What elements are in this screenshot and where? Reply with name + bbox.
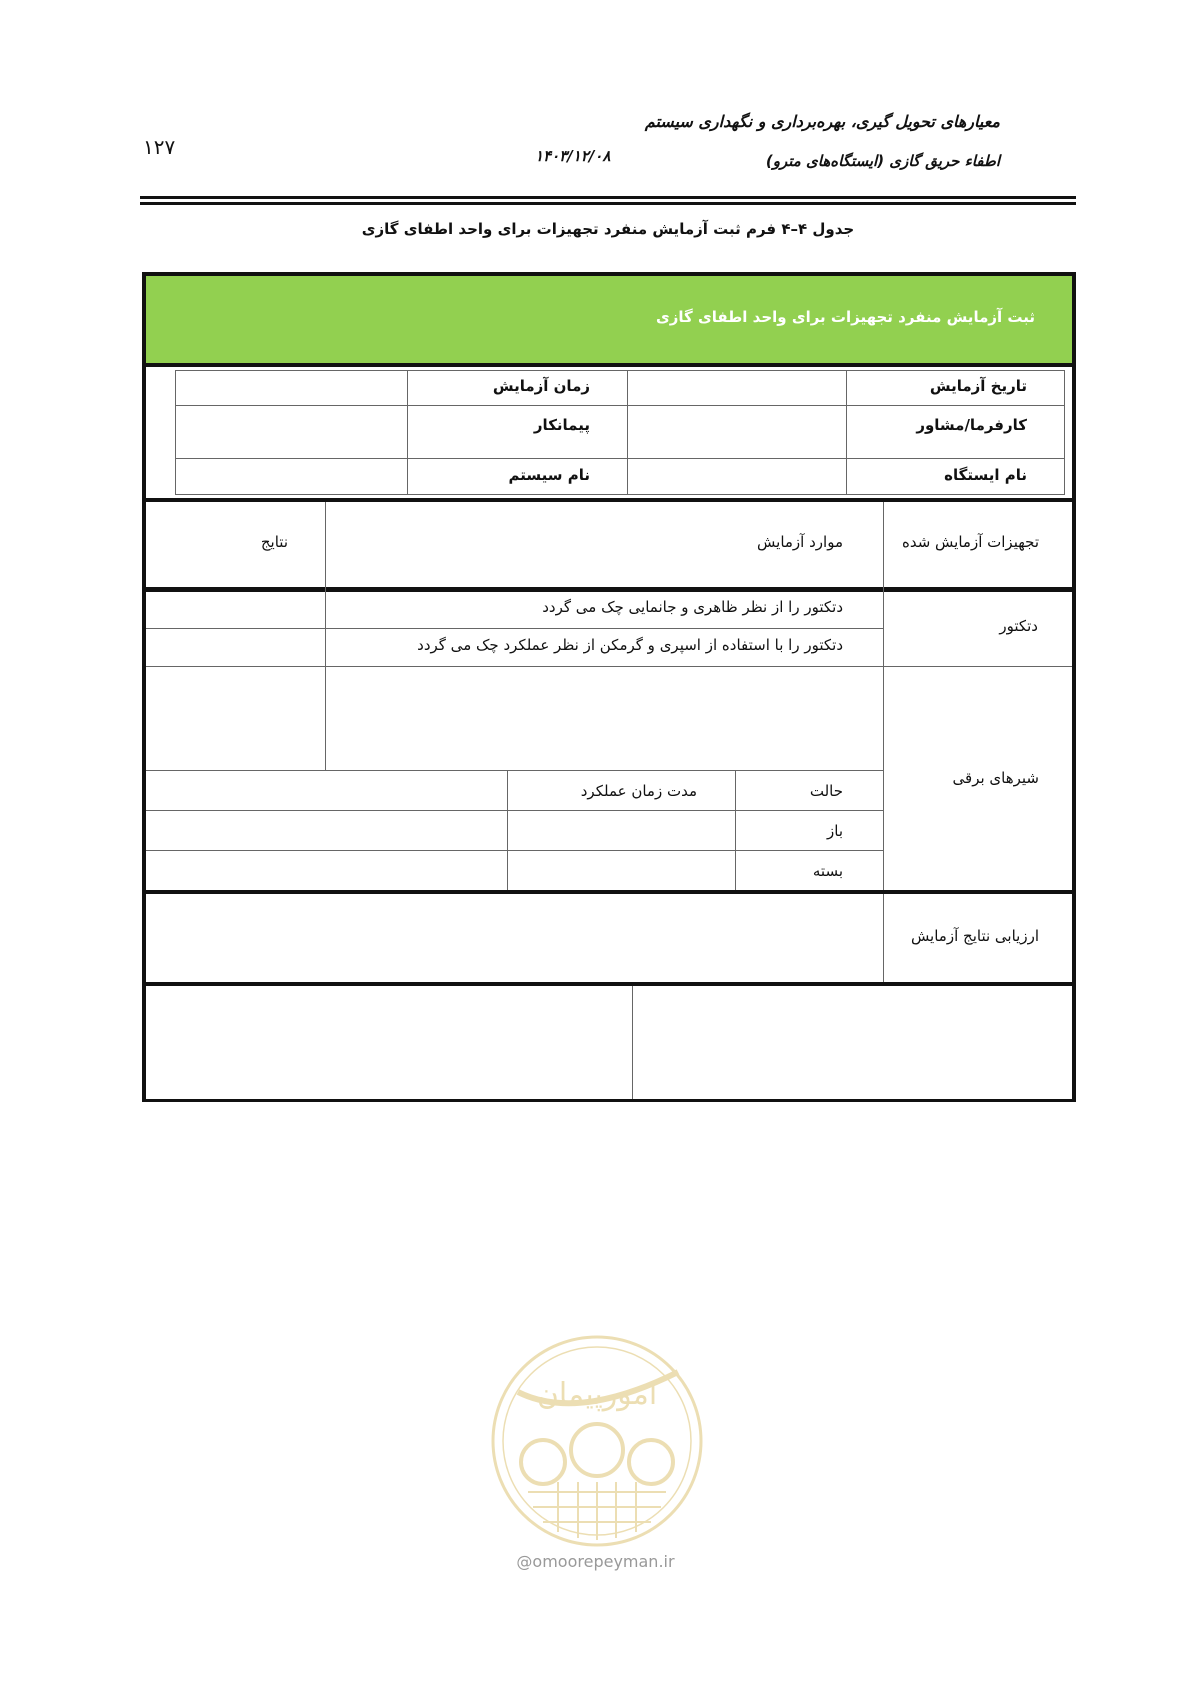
test-date-label: تاریخ آزمایش [929,377,1027,395]
info-grid-right [1064,370,1065,495]
header-date: ۱۴۰۳/۱۲/۰۸ [535,147,611,165]
signature-divider [632,986,633,1099]
valves-col-divider-1 [507,770,508,892]
info-grid-line1 [175,405,1065,406]
header-row-top [146,498,1072,502]
detector-row-divider [146,628,883,629]
info-grid-left [175,370,176,495]
valve-state-closed: بسته [812,862,843,880]
detector-item-1: دتکتور را از نظر ظاهری و جانمایی چک می گردد [542,598,843,616]
frame-bottom [142,1099,1076,1102]
valves-section-bottom [146,890,1072,894]
banner-divider [146,363,1072,367]
system-name-label: نام سیستم [508,466,590,484]
test-items-column-header: موارد آزمایش [757,533,843,551]
valve-duration-header: مدت زمان عملکرد [580,782,697,800]
frame-right [1072,272,1076,1102]
evaluation-row-bottom [146,982,1072,986]
info-grid-v1 [407,370,408,495]
info-grid-v3 [846,370,847,495]
test-time-label: زمان آزمایش [492,377,590,395]
document-title-line1: معیارهای تحویل گیری، بهره‌برداری و نگهداری سیستم [644,112,1000,131]
watermark-site: @omoorepeyman.ir [516,1552,675,1571]
header-rule-bottom [140,202,1076,205]
results-column-divider [325,502,326,770]
valves-header-bottom [146,810,883,811]
evaluation-label: ارزیابی نتایج آزمایش [910,927,1039,945]
equipment-column-header: تجهیزات آزمایش شده [901,533,1039,551]
employer-label: کارفرما/مشاور [916,416,1027,434]
info-grid-top [175,370,1065,371]
document-title-line2: اطفاء حریق گازی (ایستگاه‌های مترو) [765,152,1000,170]
table-caption: جدول ۴–۴ فرم ثبت آزمایش منفرد تجهیزات برای واحد اطفای گازی [361,220,855,238]
info-grid-line2 [175,458,1065,459]
header-row-bottom [146,587,1072,592]
info-grid-v2 [627,370,628,495]
detector-row-bottom [146,666,1072,667]
valves-label: شیرهای برقی [952,769,1039,787]
test-form [142,272,1076,1102]
contractor-label: پیمانکار [533,416,590,434]
form-banner-title: ثبت آزمایش منفرد تجهیزات برای واحد اطفای گازی [656,308,1035,326]
watermark-logo-text: امورپیمان [536,1377,658,1412]
evaluation-divider [883,894,884,982]
station-name-label: نام ایستگاه [944,466,1027,484]
valves-col-divider-2 [735,770,736,892]
header-rule-top [140,196,1076,199]
watermark-logo [488,1332,706,1550]
detector-label: دتکتور [999,617,1038,635]
frame-top [142,272,1076,276]
valves-blank-row-bottom [146,770,883,771]
page-number: ۱۲۷ [143,135,176,159]
frame-left [142,272,146,1102]
valve-state-open: باز [827,822,843,840]
valve-state-header: حالت [809,782,843,800]
info-grid-bottom [175,494,1065,495]
valves-open-row-bottom [146,850,883,851]
detector-item-2: دتکتور را با استفاده از اسپری و گرمکن از نظر عملکرد چک می گردد [417,636,843,654]
results-column-header: نتایج [260,533,288,551]
